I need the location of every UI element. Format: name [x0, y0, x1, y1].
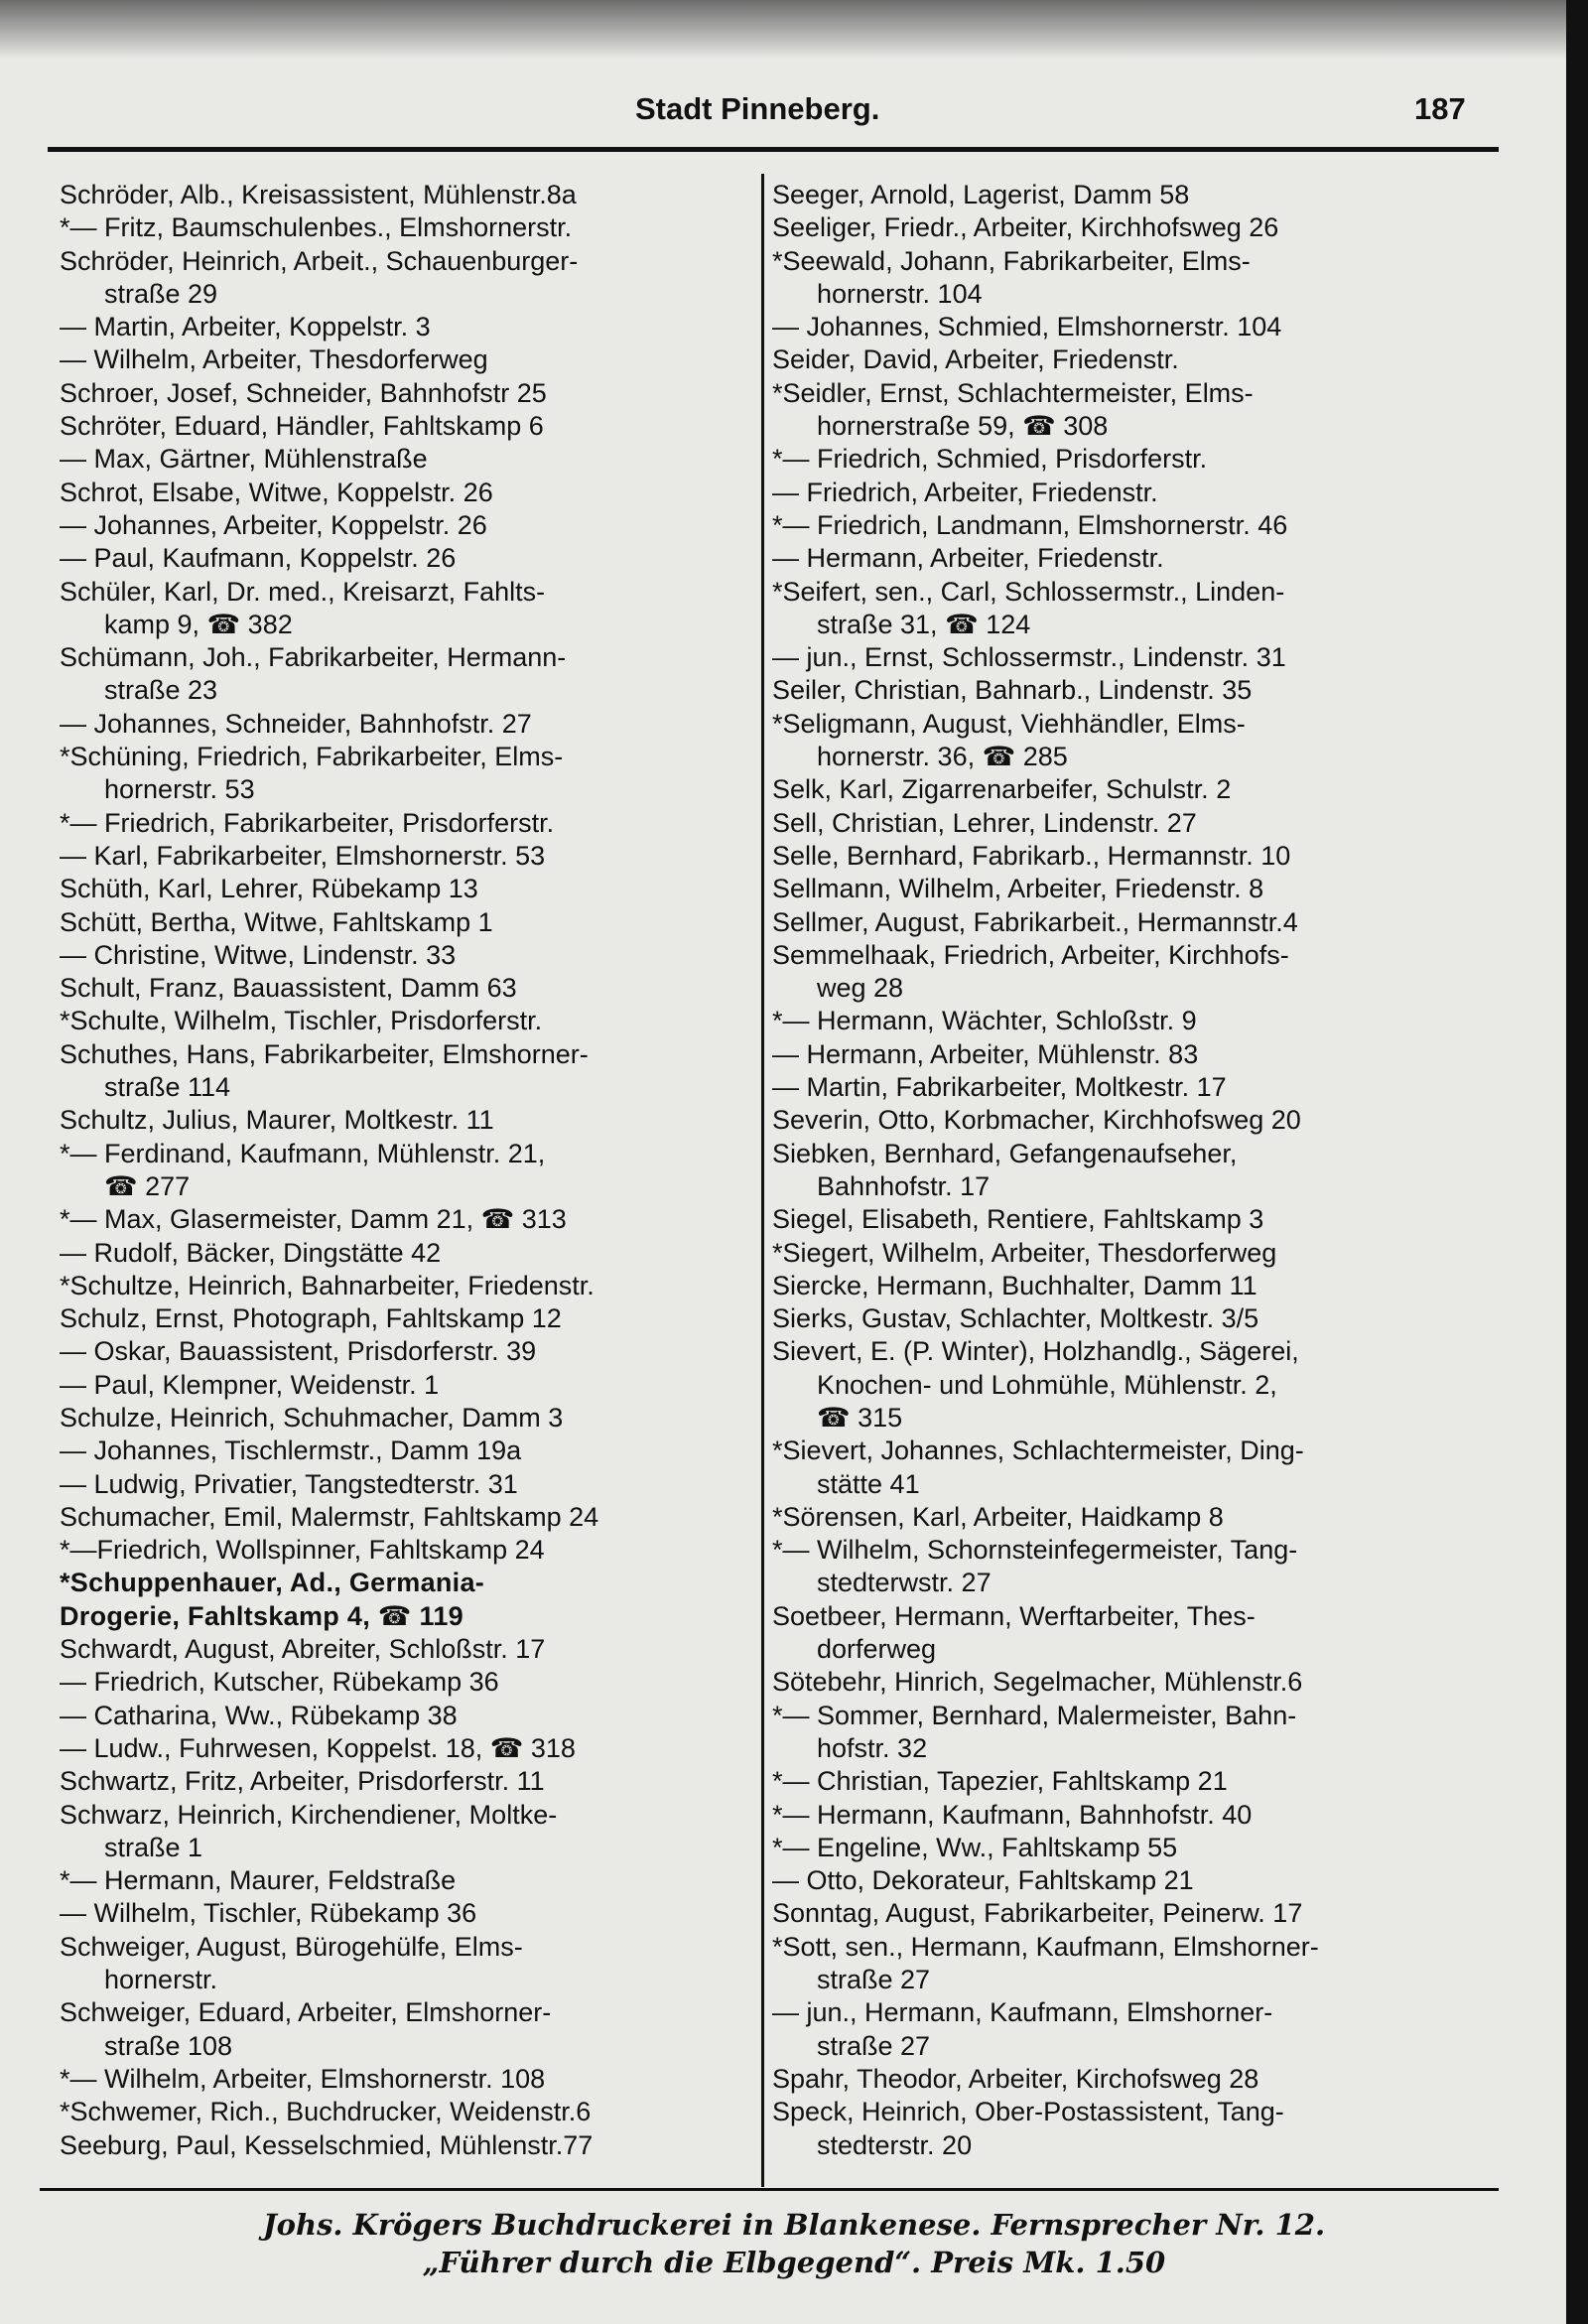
left-column	[60, 179, 744, 2162]
page-number: 187	[1414, 91, 1466, 126]
directory-entry: Sievert, E. (P. Winter), Holzhandlg., Sägerei,	[772, 1336, 1299, 1367]
directory-entry: Knochen- und Lohmühle, Mühlenstr. 2,	[772, 1369, 1277, 1400]
directory-entry: Siegel, Elisabeth, Rentiere, Fahltskamp 3	[772, 1204, 1264, 1235]
directory-entry: hornerstr. 104	[772, 278, 983, 309]
directory-entry: Seider, David, Arbeiter, Friedenstr.	[772, 344, 1179, 375]
directory-entry: *— Engeline, Ww., Fahltskamp 55	[772, 1832, 1178, 1862]
footer-line-2: „Führer durch die Elbgegend“. Preis Mk. 1.50	[422, 2246, 1166, 2279]
directory-entry: hornerstr. 36, ☎ 285	[772, 742, 1068, 772]
page-footer	[0, 2206, 1588, 2281]
directory-entry: straße 1	[60, 1832, 203, 1862]
directory-entry: *— Hermann, Wächter, Schloßstr. 9	[772, 1006, 1197, 1036]
directory-entry: — Paul, Klempner, Weidenstr. 1	[60, 1369, 440, 1400]
directory-entry: — Hermann, Arbeiter, Friedenstr.	[772, 543, 1164, 574]
directory-entry: stedterwstr. 27	[772, 1568, 992, 1598]
directory-entry: Seiler, Christian, Bahnarb., Lindenstr. 35	[772, 675, 1253, 706]
directory-entry: Schumacher, Emil, Malermstr, Fahltskamp 24	[60, 1501, 599, 1532]
directory-entry: Seeliger, Friedr., Arbeiter, Kirchhofsweg 26	[772, 212, 1279, 243]
directory-entry: Spahr, Theodor, Arbeiter, Kirchofsweg 28	[772, 2063, 1259, 2094]
directory-entry: Severin, Otto, Korbmacher, Kirchhofsweg 20	[772, 1105, 1301, 1136]
directory-entry: Sellmer, August, Fabrikarbeit., Hermannstr.4	[772, 906, 1298, 937]
directory-entry: ☎ 277	[60, 1170, 191, 1201]
directory-entry: hornerstr.	[60, 1965, 218, 1995]
directory-entry: — Wilhelm, Arbeiter, Thesdorferweg	[60, 344, 488, 375]
directory-entry: *— Hermann, Maurer, Feldstraße	[60, 1865, 457, 1896]
directory-entry: — Martin, Fabrikarbeiter, Moltkestr. 17	[772, 1072, 1227, 1103]
directory-entry: Sötebehr, Hinrich, Segelmacher, Mühlenstr.6	[772, 1667, 1303, 1698]
directory-entry: *Seewald, Johann, Fabrikarbeiter, Elms-	[772, 245, 1251, 276]
directory-entry: Schweiger, Eduard, Arbeiter, Elmshorner-	[60, 1997, 552, 2028]
directory-entry: *— Sommer, Bernhard, Malermeister, Bahn-	[772, 1700, 1297, 1730]
directory-entry: *Seidler, Ernst, Schlachtermeister, Elms-	[772, 377, 1254, 408]
directory-entry: — Johannes, Schneider, Bahnhofstr. 27	[60, 708, 532, 739]
directory-entry: Soetbeer, Hermann, Werftarbeiter, Thes-	[772, 1600, 1256, 1631]
directory-entry: — Paul, Kaufmann, Koppelstr. 26	[60, 543, 457, 574]
directory-entry: kamp 9, ☎ 382	[60, 609, 293, 639]
directory-entry: *— Wilhelm, Arbeiter, Elmshornerstr. 108	[60, 2063, 546, 2094]
directory-entry: — Johannes, Schmied, Elmshornerstr. 104	[772, 312, 1282, 342]
directory-entry: Selk, Karl, Zigarrenarbeifer, Schulstr. 2	[772, 774, 1232, 805]
directory-entry: Speck, Heinrich, Ober-Postassistent, Tang-	[772, 2097, 1284, 2127]
directory-entry: hornerstraße 59, ☎ 308	[772, 411, 1109, 442]
directory-entry: Schroer, Josef, Schneider, Bahnhofstr 25	[60, 377, 547, 408]
directory-entry: *Siegert, Wilhelm, Arbeiter, Thesdorferweg	[772, 1237, 1277, 1268]
header-rule	[48, 147, 1499, 152]
page-edge-shadow	[0, 0, 1588, 60]
directory-entry: Drogerie, Fahltskamp 4, ☎ 119	[60, 1600, 463, 1631]
directory-entry: Siercke, Hermann, Buchhalter, Damm 11	[772, 1270, 1257, 1300]
directory-entry: Schulz, Ernst, Photograph, Fahltskamp 12	[60, 1303, 562, 1334]
directory-entry: *Schuppenhauer, Ad., Germania-	[60, 1568, 485, 1598]
directory-entry: — Johannes, Tischlermstr., Damm 19a	[60, 1435, 522, 1466]
directory-entry: *Schüning, Friedrich, Fabrikarbeiter, Elms-	[60, 742, 564, 772]
page-title: Stadt Pinneberg.	[635, 91, 880, 126]
directory-entry: straße 23	[60, 675, 218, 706]
directory-entry: Schröder, Alb., Kreisassistent, Mühlenstr.8a	[60, 180, 577, 209]
directory-entry: Sierks, Gustav, Schlachter, Moltkestr. 3/5	[772, 1303, 1259, 1334]
directory-entry: straße 27	[772, 1965, 931, 1995]
directory-entry: Sellmann, Wilhelm, Arbeiter, Friedenstr. 8	[772, 874, 1264, 904]
directory-entry: *Sievert, Johannes, Schlachtermeister, Ding-	[772, 1435, 1304, 1466]
directory-entry: Schröter, Eduard, Händler, Fahltskamp 6	[60, 411, 544, 442]
directory-entry: Sonntag, August, Fabrikarbeiter, Peinerw. 17	[772, 1898, 1303, 1929]
directory-entry: Schulze, Heinrich, Schuhmacher, Damm 3	[60, 1402, 564, 1433]
directory-entry: *— Friedrich, Landmann, Elmshornerstr. 46	[772, 509, 1288, 540]
directory-entry: Sell, Christian, Lehrer, Lindenstr. 27	[772, 807, 1197, 838]
directory-entry: ☎ 315	[772, 1402, 903, 1433]
directory-entry: *Sott, sen., Hermann, Kaufmann, Elmshorner-	[772, 1931, 1319, 1962]
directory-entry: Schütt, Bertha, Witwe, Fahltskamp 1	[60, 906, 493, 937]
directory-entry: straße 29	[60, 278, 218, 309]
directory-entry: hornerstr. 53	[60, 774, 255, 805]
footer-line-1: Johs. Krögers Buchdruckerei in Blankenese. Fernsprecher Nr. 12.	[262, 2208, 1326, 2242]
directory-entry: — Rudolf, Bäcker, Dingstätte 42	[60, 1237, 442, 1268]
directory-entry: — Christine, Witwe, Lindenstr. 33	[60, 939, 457, 970]
directory-entry: — Karl, Fabrikarbeiter, Elmshornerstr. 53	[60, 840, 546, 871]
directory-entry: Schrot, Elsabe, Witwe, Koppelstr. 26	[60, 477, 493, 507]
directory-entry: straße 108	[60, 2030, 233, 2061]
directory-entry: straße 27	[772, 2030, 931, 2061]
directory-entry: Schult, Franz, Bauassistent, Damm 63	[60, 973, 517, 1004]
directory-entry: *— Friedrich, Fabrikarbeiter, Prisdorferstr.	[60, 807, 555, 838]
directory-entry: Siebken, Bernhard, Gefangenaufseher,	[772, 1138, 1238, 1168]
directory-entry: Schweiger, August, Bürogehülfe, Elms-	[60, 1931, 523, 1962]
footer-rule	[40, 2188, 1499, 2191]
directory-entry: Schuthes, Hans, Fabrikarbeiter, Elmshorner-	[60, 1038, 589, 1069]
directory-entry: Bahnhofstr. 17	[772, 1170, 991, 1201]
directory-entry: *Schultze, Heinrich, Bahnarbeiter, Friedenstr.	[60, 1270, 595, 1300]
directory-entry: straße 114	[60, 1072, 231, 1103]
directory-entry: — Oskar, Bauassistent, Prisdorferstr. 39	[60, 1336, 537, 1367]
directory-entry: — Ludwig, Privatier, Tangstedterstr. 31	[60, 1468, 518, 1499]
directory-entry: *Seifert, sen., Carl, Schlossermstr., Linden-	[772, 576, 1285, 607]
directory-entry: Schultz, Julius, Maurer, Moltkestr. 11	[60, 1105, 494, 1136]
directory-entry: *— Hermann, Kaufmann, Bahnhofstr. 40	[772, 1799, 1253, 1830]
directory-entry: — Wilhelm, Tischler, Rübekamp 36	[60, 1898, 477, 1929]
directory-entry: *Schwemer, Rich., Buchdrucker, Weidenstr.6	[60, 2097, 592, 2127]
directory-entry: *— Ferdinand, Kaufmann, Mühlenstr. 21,	[60, 1138, 546, 1168]
directory-entry: *— Fritz, Baumschulenbes., Elmshornerstr.	[60, 212, 573, 243]
directory-entry: — Friedrich, Arbeiter, Friedenstr.	[772, 477, 1158, 507]
directory-entry: — Friedrich, Kutscher, Rübekamp 36	[60, 1667, 499, 1698]
directory-entry: hofstr. 32	[772, 1732, 928, 1763]
directory-entry: weg 28	[772, 973, 904, 1004]
directory-entry: stedterstr. 20	[772, 2129, 973, 2160]
directory-entry: Selle, Bernhard, Fabrikarb., Hermannstr. 10	[772, 840, 1291, 871]
directory-entry: *— Friedrich, Schmied, Prisdorferstr.	[772, 444, 1208, 475]
directory-entry: *Seligmann, August, Viehhändler, Elms-	[772, 708, 1246, 739]
directory-entry: *—Friedrich, Wollspinner, Fahltskamp 24	[60, 1535, 545, 1566]
directory-entry: — jun., Hermann, Kaufmann, Elmshorner-	[772, 1997, 1273, 2028]
directory-entry: Seeburg, Paul, Kesselschmied, Mühlenstr.77	[60, 2129, 594, 2160]
column-divider	[761, 174, 764, 2187]
directory-entry: straße 31, ☎ 124	[772, 609, 1031, 639]
directory-entry: — Max, Gärtner, Mühlenstraße	[60, 444, 428, 475]
directory-entry: *Sörensen, Karl, Arbeiter, Haidkamp 8	[772, 1501, 1224, 1532]
directory-entry: Schwartz, Fritz, Arbeiter, Prisdorferstr. 11	[60, 1766, 545, 1797]
directory-entry: — Johannes, Arbeiter, Koppelstr. 26	[60, 509, 487, 540]
directory-entry: — Otto, Dekorateur, Fahltskamp 21	[772, 1865, 1194, 1896]
directory-entry: Schwardt, August, Abreiter, Schloßstr. 17	[60, 1634, 546, 1665]
directory-entry: dorferweg	[772, 1634, 937, 1665]
directory-entry: Schröder, Heinrich, Arbeit., Schauenburger-	[60, 245, 579, 276]
directory-entry: — Catharina, Ww., Rübekamp 38	[60, 1700, 458, 1730]
directory-entry: Semmelhaak, Friedrich, Arbeiter, Kirchhofs-	[772, 939, 1289, 970]
directory-entry: Seeger, Arnold, Lagerist, Damm 58	[772, 180, 1190, 209]
directory-entry: Schümann, Joh., Fabrikarbeiter, Hermann-	[60, 642, 567, 673]
directory-entry: stätte 41	[772, 1468, 920, 1499]
directory-entry: — jun., Ernst, Schlossermstr., Lindenstr. 31	[772, 642, 1286, 673]
directory-entry: *— Max, Glasermeister, Damm 21, ☎ 313	[60, 1204, 567, 1235]
right-column	[772, 179, 1472, 2162]
directory-entry: — Martin, Arbeiter, Koppelstr. 3	[60, 312, 431, 342]
page-edge-right	[1566, 0, 1588, 2324]
directory-entry: — Ludw., Fuhrwesen, Koppelst. 18, ☎ 318	[60, 1732, 576, 1763]
directory-entry: Schwarz, Heinrich, Kirchendiener, Moltke-	[60, 1799, 558, 1830]
directory-entry: *Schulte, Wilhelm, Tischler, Prisdorferstr.	[60, 1006, 543, 1036]
directory-entry: Schüler, Karl, Dr. med., Kreisarzt, Fahlts-	[60, 576, 546, 607]
directory-entry: *— Wilhelm, Schornsteinfegermeister, Tang-	[772, 1535, 1298, 1566]
directory-entry: — Hermann, Arbeiter, Mühlenstr. 83	[772, 1038, 1199, 1069]
directory-entry: *— Christian, Tapezier, Fahltskamp 21	[772, 1766, 1228, 1797]
page-header	[0, 91, 1588, 141]
directory-entry: Schüth, Karl, Lehrer, Rübekamp 13	[60, 874, 478, 904]
